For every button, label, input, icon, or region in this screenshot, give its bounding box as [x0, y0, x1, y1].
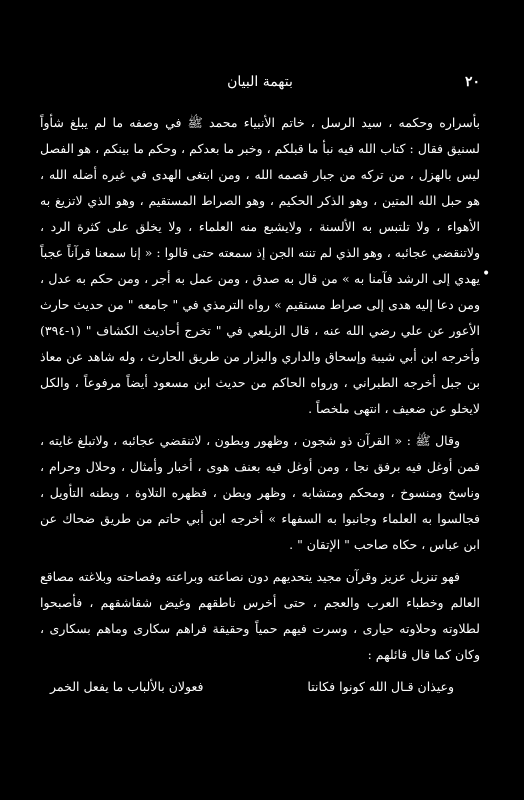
paragraph-quran-description: وقال ﷺ : « القرآن ذو شجون ، وظهور وبطون ، لاتنقضي عجائبه ، ولاتبلغ غايته ، فمن أوغل فيه برفق نجا ، ومن أوغل فيه بعنف هوى ، أخبار وأمثال ، وحلال وحرام ، وناسخ ومنسوخ ، ومحكم ومتشابه ، وظهر وبطن ، فظهره التلاوة ، وبطنه التأويل ، فجالسوا به العلماء وجانبوا به السفهاء » أخرجه ابن أبي حاتم من طريق ضحاك عن ابن عباس ، حكاه صاحب " الإتقان " . — [40, 433, 480, 552]
page-header — [40, 74, 480, 94]
verse-second-hemistich: فعولان بالألباب ما يفعل الخمر — [50, 679, 204, 694]
verse-first-hemistich: وعيذان قـال الله كونوا فكانتا — [307, 679, 454, 694]
paragraph-challenge: فهو تنزيل عزيز وقرآن مجيد يتحديهم دون نصاعته وبراعته وفصاحته وبلاغته مصاقع العالم وخطباء العرب والعجم ، حتى أخرس ناطقهم وغيض شقاشقهم ، فأصبحوا لطلاوته وحلاوته حيارى ، وسرت فيهم حمياً وحقيقة فراهم سكارى وماهم بسكارى ، وكان كما قال قائلهم : — [40, 569, 480, 662]
page-body — [40, 110, 480, 700]
page-number: ٢٠ — [464, 74, 480, 90]
paragraph-hadith: بأسراره وحكمه ، سيد الرسل ، خاتم الأنبياء محمد ﷺ في وصفه ما لم يبلغ شأواً لسنيق فقال : كتاب الله فيه نبأ ما قبلكم ، وخبر ما بعدكم ، وحكم ما بينكم ، هو الفصل ليس بالهزل ، من تركه من جبار قصمه الله ، ومن ابتغى الهدى في غيره أضله الله ، هو حبل الله المتين ، وهو الذكر الحكيم ، وهو الصراط المستقيم ، وهو الذي لاتزيغ به الأهواء ، ولا تلتبس به الألسنة ، ولايشبع منه العلماء ، ولا يخلق على كثرة الرد ، ولاتنقضي عجائبه ، وهو الذي لم تنته الجن إذ سمعته حتى قالوا : « إنا سمعنا قرآناً عجباً يهدي إلى الرشد فآمنا به » من قال به صدق ، ومن عمل به أجر ، ومن حكم به عدل ، ومن دعا إليه هدى إلى صراط مستقيم » رواه الترمذي في " جامعه " من حديث حارث الأعور عن علي رضي الله عنه ، قال الزيلعي في " تخرج أحاديث الكشاف " (١-٣٩٤) وأخرجه ابن أبي شيبة وإسحاق والداري والبزار من طريق الحارث ، وله شاهد عن معاذ بن جبل أخرجه الطبراني ، ورواه الحاكم من حديث ابن مسعود أيضاً مرفوعاً ، والكل لايخلو عن ضعيف ، انتهى ملخصاً . — [40, 115, 480, 416]
poetry-verse — [40, 674, 480, 700]
running-title: بتهمة البيان — [227, 74, 293, 90]
margin-dot: • — [482, 266, 491, 282]
